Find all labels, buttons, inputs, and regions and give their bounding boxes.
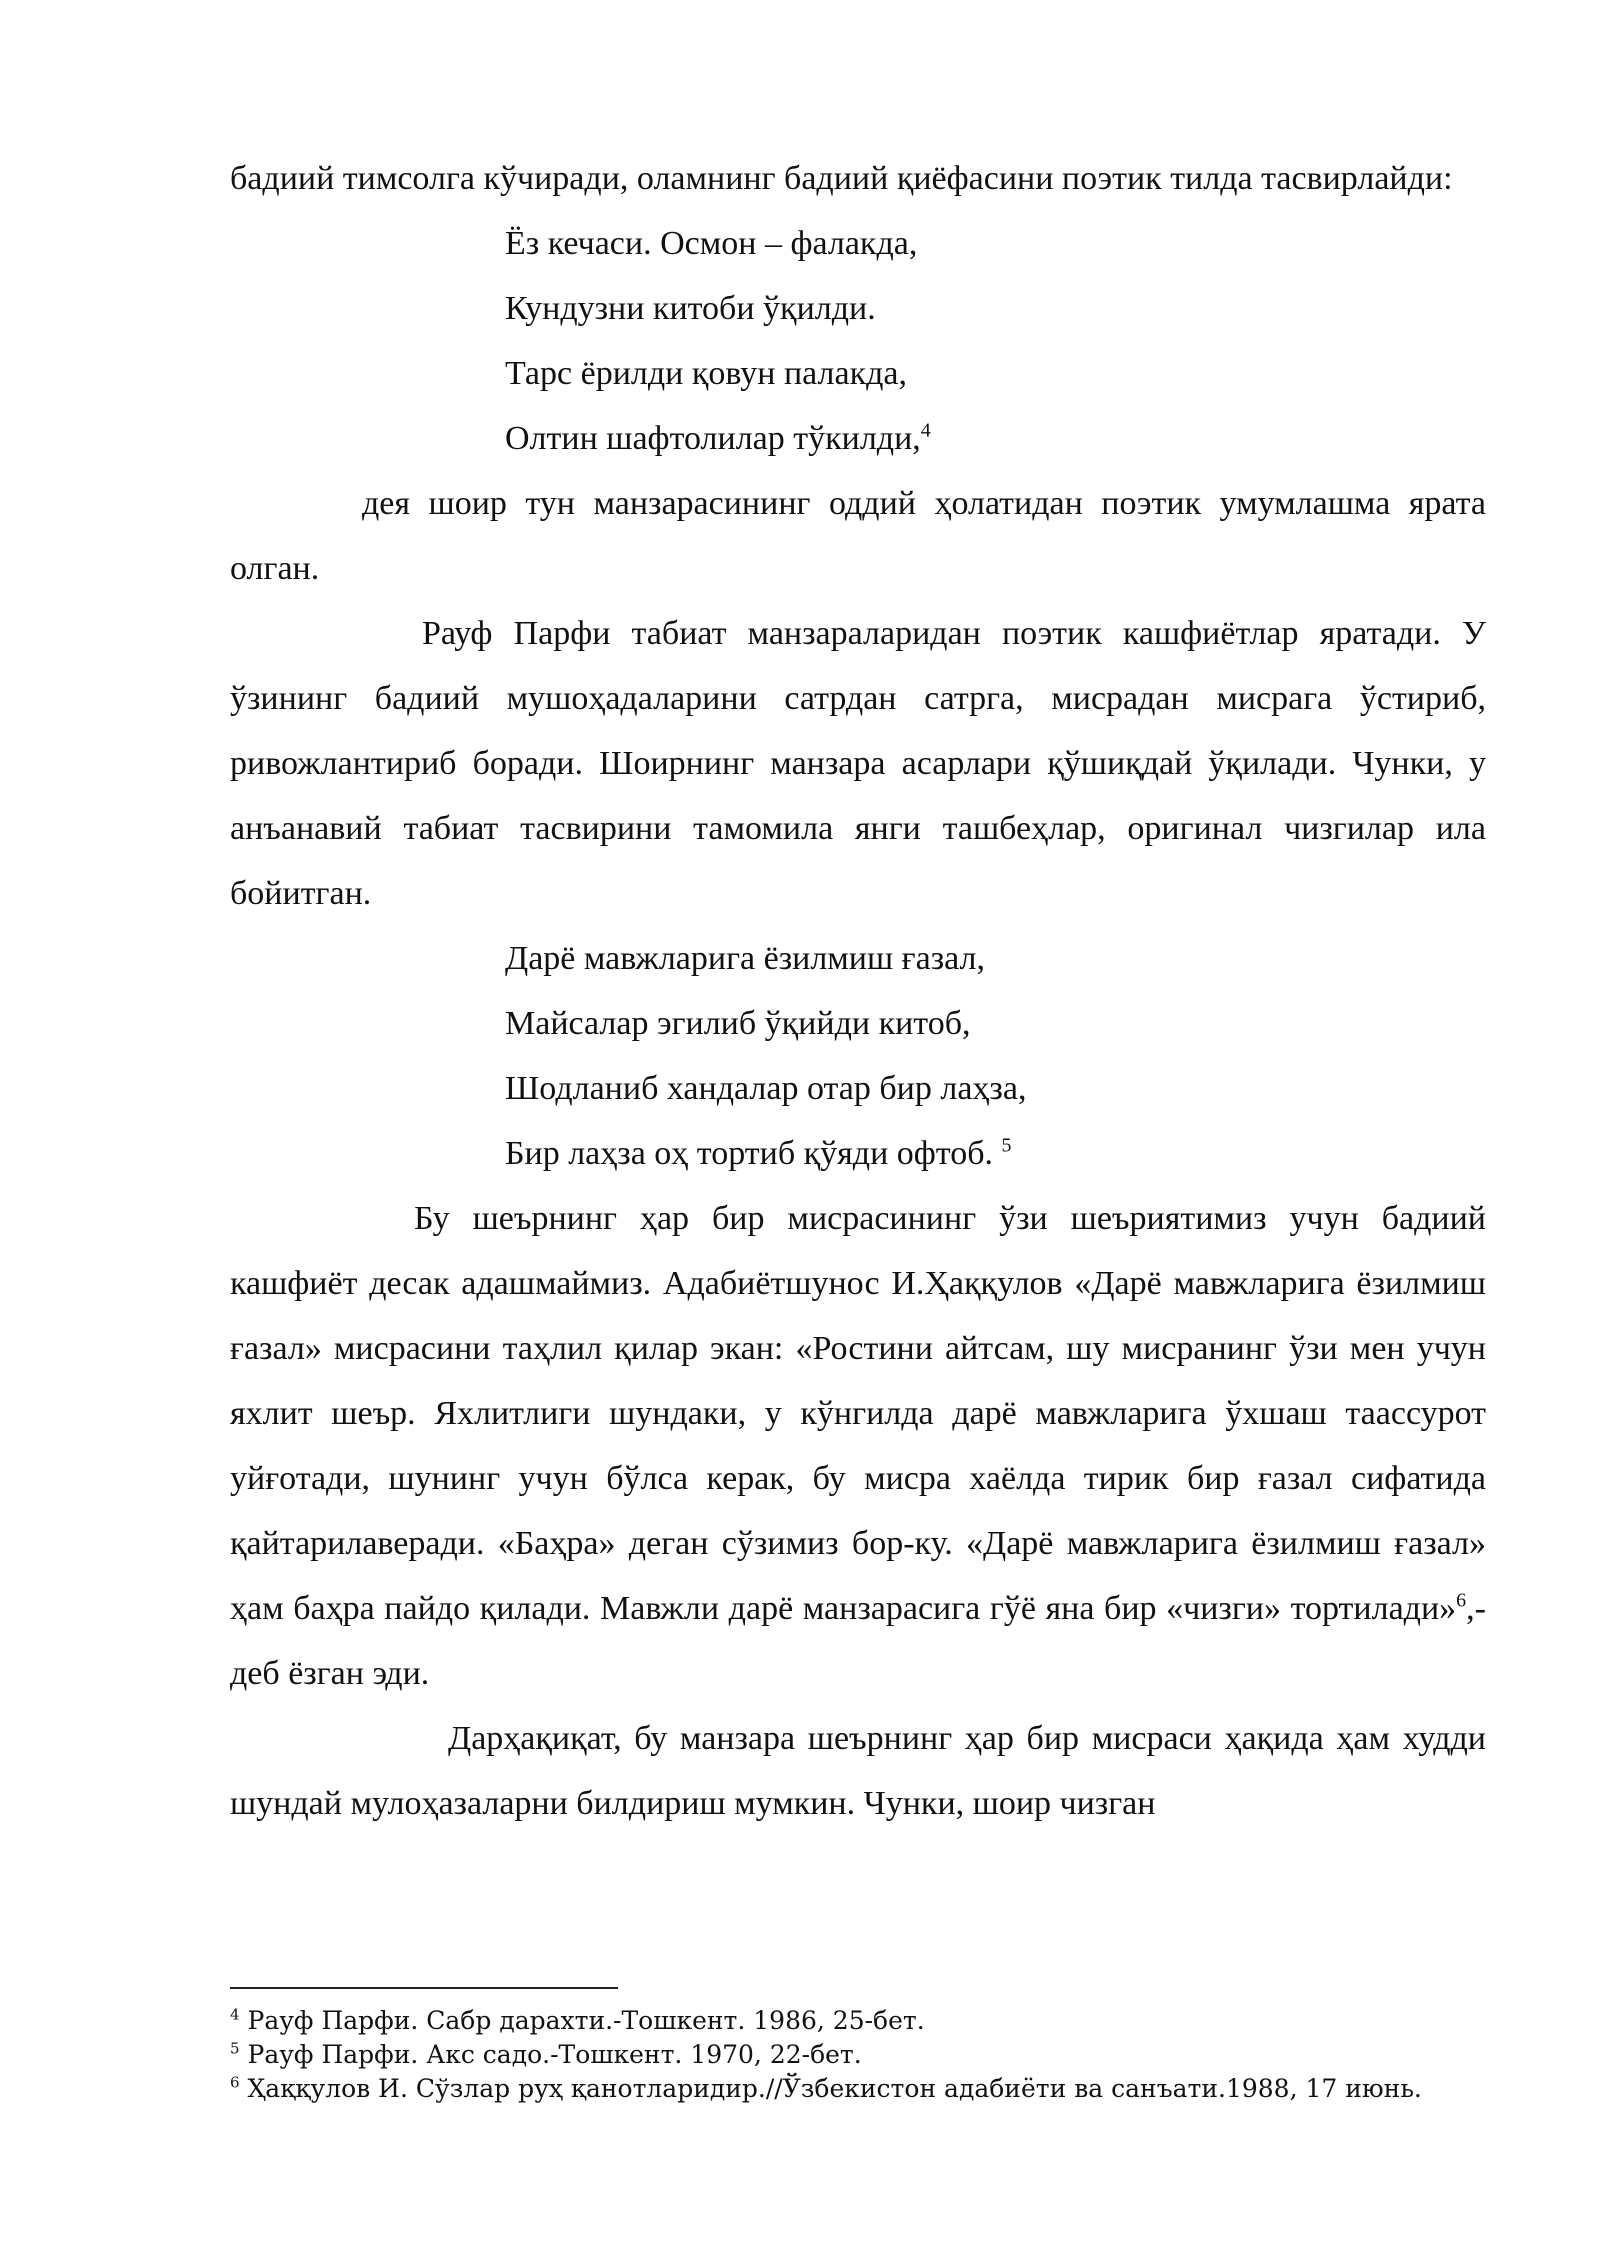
body-text <box>230 146 1486 1836</box>
verse-2 <box>230 926 1486 1186</box>
footnote-4-text: Рауф Парфи. Сабр дарахти.-Тошкент. 1986, 25-бет. <box>239 2006 925 2035</box>
verse-2-line-4-text: Бир лаҳза оҳ тортиб қўяди офтоб. <box>505 1135 1002 1172</box>
footnote-5 <box>230 2038 1530 2072</box>
paragraph-4-text: Бу шеърнинг ҳар бир мисрасининг ўзи шеъриятимиз учун бадиий кашфиёт десак адашмаймиз. Адабиётшунос И.Ҳаққулов «Дарё мавжларига ёзилмиш ғазал» мисрасини таҳлил қилар экан: «Ростини айтсам, шу мисранинг ўзи мен учун яхлит шеър. Яхлитлиги шундаки, у кўнгилда дарё мавжларига ўхшаш таассурот уйғотади, шунинг учун бўлса керак, бу мисра хаёлда тирик бир ғазал сифатида қайтарилаверади. «Баҳра» деган сўзимиз бор-ку. «Дарё мавжларига ёзилмиш ғазал» ҳам баҳра пайдо қилади. Мавжли дарё манзарасига гўё яна бир «чизги» тортилади» <box>230 1200 1486 1627</box>
verse-2-line-4 <box>230 1121 1486 1186</box>
verse-1-line-1: Ёз кечаси. Осмон – фалакда, <box>505 225 918 262</box>
verse-1-line-4-text: Олтин шафтолилар тўкилди, <box>505 420 921 457</box>
verse-1-line-2: Кундузни китоби ўқилди. <box>505 290 876 327</box>
verse-1 <box>230 211 1486 471</box>
footnote-6-text: Ҳаққулов И. Сўзлар руҳ қанотларидир.//Ўзбекистон адабиёти ва санъати.1988, 17 июнь. <box>239 2074 1422 2103</box>
paragraph-3: Рауф Парфи табиат манзараларидан поэтик кашфиётлар яратади. У ўзининг бадиий мушоҳадаларини сатрдан сатрга, мисрадан мисрага ўстириб, ривожлантириб боради. Шоирнинг манзара асарлари қўшиқдай ўқилади. Чунки, у анъанавий табиат тасвирини тамомила янги ташбеҳлар, оригинал чизгилар ила бойитган. <box>230 615 1486 912</box>
footnote-6-number: 6 <box>230 2073 240 2092</box>
paragraph-5: Дарҳақиқат, бу манзара шеърнинг ҳар бир мисраси ҳақида ҳам худди шундай мулоҳазаларни билдириш мумкин. Чунки, шоир чизган <box>230 1720 1486 1822</box>
verse-1-line-3: Тарс ёрилди қовун палакда, <box>505 355 908 392</box>
verse-1-line-4 <box>230 406 1486 471</box>
verse-2-line-2: Майсалар эгилиб ўқийди китоб, <box>505 1005 971 1042</box>
verse-2-line-3: Шодланиб хандалар отар бир лаҳза, <box>505 1070 1027 1107</box>
footnote-ref-4[interactable]: 4 <box>920 419 931 442</box>
footnote-4-number: 4 <box>230 2005 240 2024</box>
footnote-ref-6[interactable]: 6 <box>1456 1589 1467 1612</box>
verse-2-line-1: Дарё мавжларига ёзилмиш ғазал, <box>505 940 986 977</box>
footnote-5-text: Рауф Парфи. Акс садо.-Тошкент. 1970, 22-бет. <box>239 2040 862 2069</box>
footnote-ref-5[interactable]: 5 <box>1001 1134 1012 1157</box>
paragraph-1: бадиий тимсолга кўчиради, оламнинг бадиий қиёфасини поэтик тилда тасвирлайди: <box>230 160 1453 197</box>
paragraph-4-tail: ,- деб ёзган эди. <box>230 1590 1486 1692</box>
footnote-separator <box>230 1987 618 1989</box>
footnotes <box>230 2004 1530 2106</box>
footnote-4 <box>230 2004 1530 2038</box>
paragraph-4 <box>230 1186 1486 1706</box>
paragraph-2: дея шоир тун манзарасининг оддий ҳолатидан поэтик умумлашма ярата олган. <box>230 485 1486 587</box>
footnote-5-number: 5 <box>230 2039 240 2058</box>
footnote-6 <box>230 2072 1530 2106</box>
